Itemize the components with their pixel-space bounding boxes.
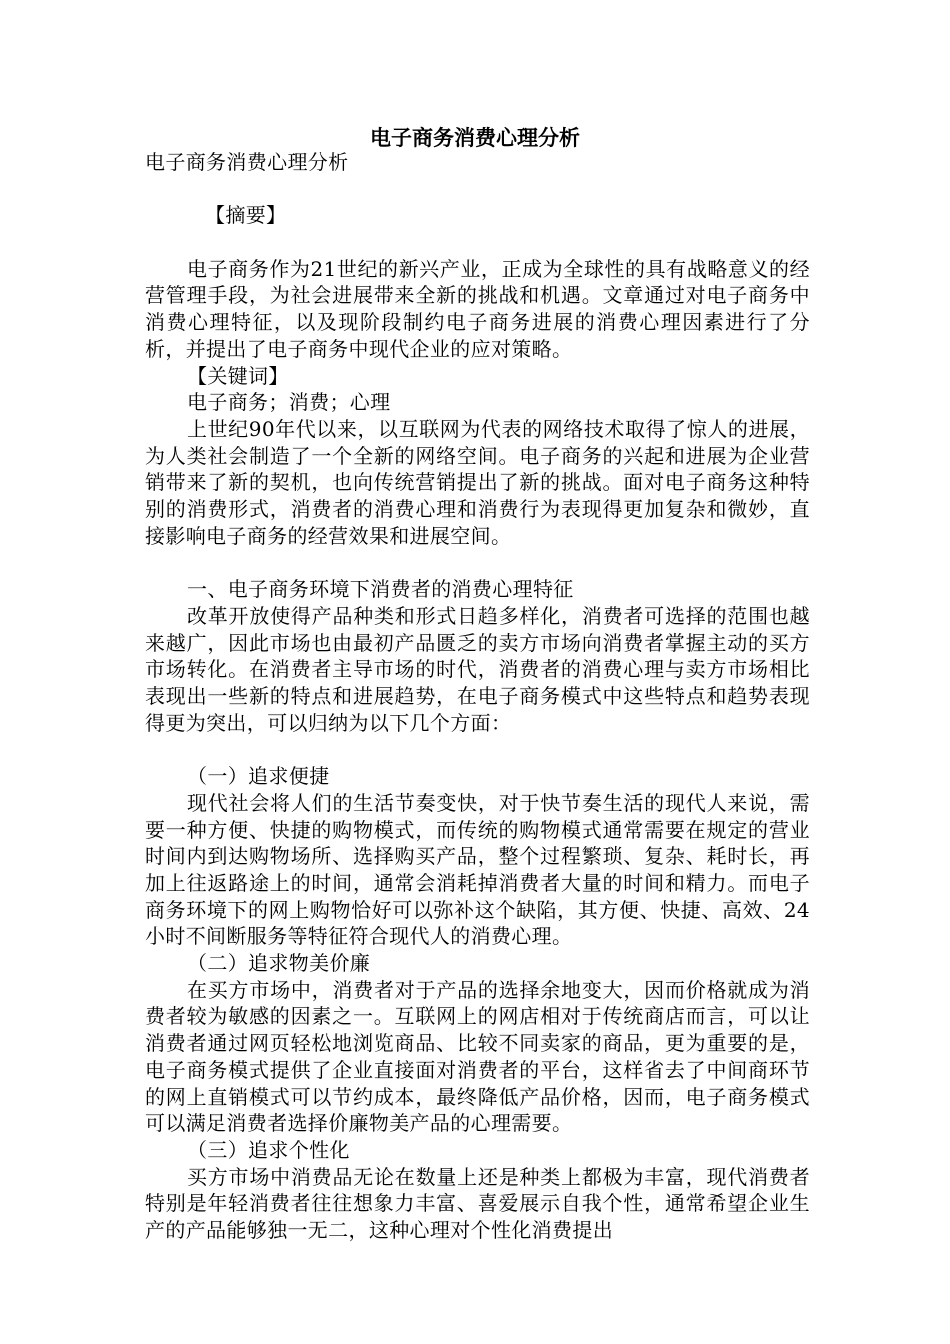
section-heading: 一、电子商务环境下消费者的消费心理特征 bbox=[187, 577, 574, 602]
section-paragraph: 改革开放使得产品种类和形式日趋多样化，消费者可选择的范围也越来越广，因此市场也由最初产品匮乏的卖方市场向消费者掌握主动的买方市场转化。在消费者主导市场的时代，消费者的消费心理与卖方市场相比表现出一些新的特点和进展趋势，在电子商务模式中这些特点和趋势表现得更为突出，可以归纳为以下几个方面： bbox=[145, 603, 810, 735]
blank-line bbox=[145, 550, 810, 577]
subsection-heading: （三）追求个性化 bbox=[187, 1137, 350, 1162]
keywords-heading: 【关键词】 bbox=[187, 363, 289, 388]
blank-line bbox=[145, 229, 810, 256]
subsection-paragraph: 买方市场中消费品无论在数量上还是种类上都极为丰富，现代消费者特别是年轻消费者往往想象力丰富、喜爱展示自我个性，通常希望企业生产的产品能够独一无二，这种心理对个性化消费提出 bbox=[145, 1164, 810, 1243]
document-title: 电子商务消费心理分析 bbox=[370, 126, 580, 150]
blank-line bbox=[145, 736, 810, 763]
blank-line bbox=[145, 176, 810, 203]
document-subtitle: 电子商务消费心理分析 bbox=[145, 150, 349, 174]
subsection-paragraph: 现代社会将人们的生活节奏变快，对于快节奏生活的现代人来说，需要一种方便、快捷的购物模式，而传统的购物模式通常需要在规定的营业时间内到达购物场所、选择购买产品，整个过程繁琐、复杂、耗时长，再加上往返路途上的时间，通常会消耗掉消费者大量的时间和精力。而电子商务环境下的网上购物恰好可以弥补这个缺陷，其方便、快捷、高效、24小时不间断服务等特征符合现代人的消费心理。 bbox=[145, 790, 810, 949]
abstract-paragraph: 电子商务作为21世纪的新兴产业，正成为全球性的具有战略意义的经营管理手段，为社会进展带来全新的挑战和机遇。文章通过对电子商务中消费心理特征，以及现阶段制约电子商务进展的消费心理因素进行了分析，并提出了电子商务中现代企业的应对策略。 bbox=[145, 256, 810, 361]
subsection-heading: （一）追求便捷 bbox=[187, 764, 330, 789]
subsection-heading: （二）追求物美价廉 bbox=[187, 951, 371, 976]
intro-paragraph: 上世纪90年代以来，以互联网为代表的网络技术取得了惊人的进展，为人类社会制造了一个全新的网络空间。电子商务的兴起和进展为企业营销带来了新的契机，也向传统营销提出了新的挑战。面对电子商务这种特别的消费形式，消费者的消费心理和消费行为表现得更加复杂和微妙，直接影响电子商务的经营效果和进展空间。 bbox=[145, 417, 810, 548]
document-body bbox=[145, 149, 810, 1244]
abstract-heading: 【摘要】 bbox=[205, 203, 287, 228]
subsection-paragraph: 在买方市场中，消费者对于产品的选择余地变大，因而价格就成为消费者较为敏感的因素之一。互联网上的网店相对于传统商店而言，可以让消费者通过网页轻松地浏览商品、比较不同卖家的商品，更为重要的是，电子商务模式提供了企业直接面对消费者的平台，这样省去了中间商环节的网上直销模式可以节约成本，最终降低产品价格，因而，电子商务模式可以满足消费者选择价廉物美产品的心理需要。 bbox=[145, 977, 810, 1136]
keywords-body: 电子商务；消费；心理 bbox=[187, 390, 391, 415]
